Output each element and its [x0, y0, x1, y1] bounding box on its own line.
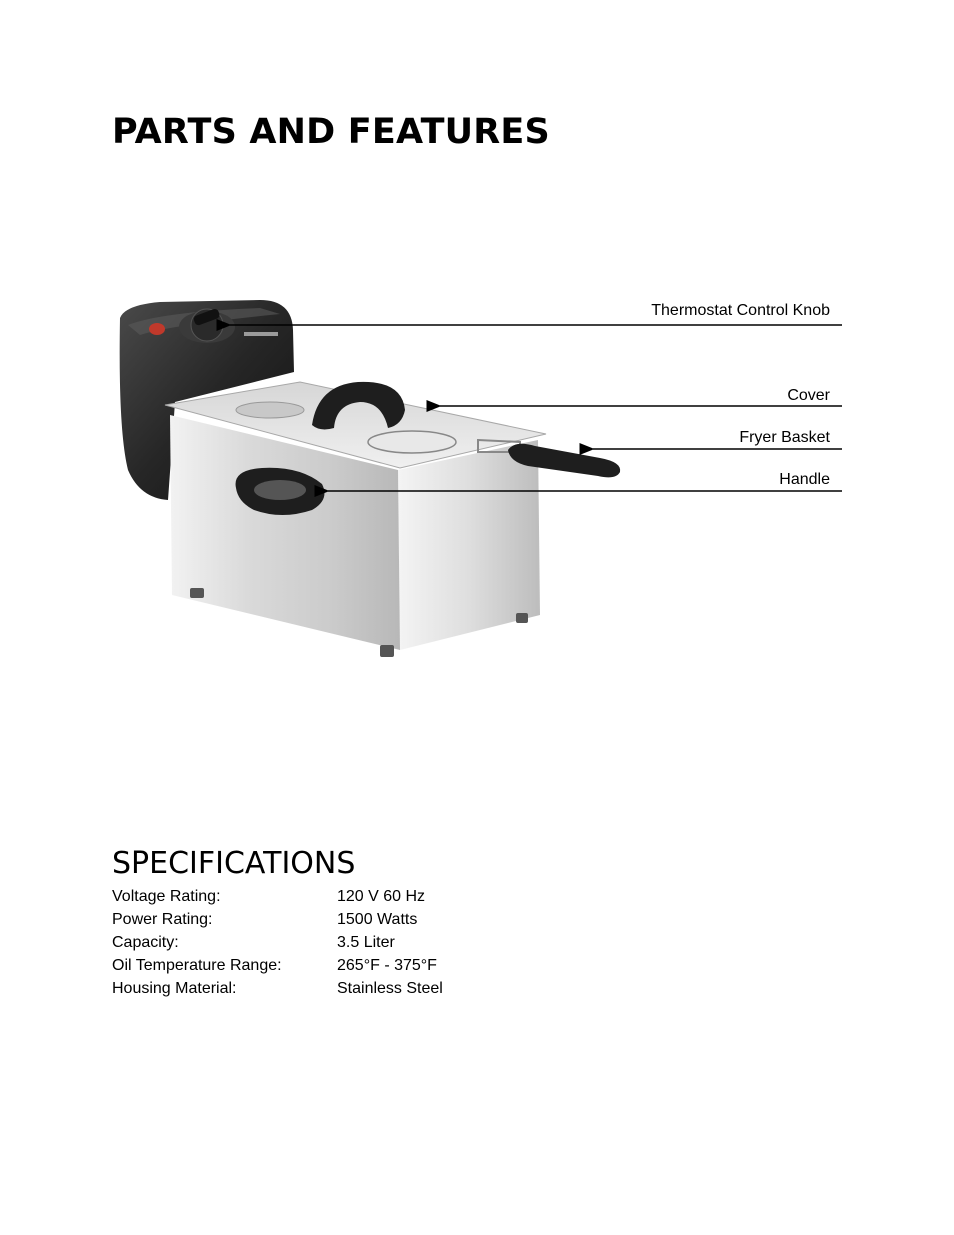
spec-value: 265°F - 375°F [337, 957, 437, 974]
spec-row-power [112, 908, 443, 931]
specifications-heading: SPECIFICATIONS [112, 846, 356, 881]
spec-row-housing-material [112, 977, 443, 1000]
spec-value: 3.5 Liter [337, 934, 395, 951]
spec-label: Housing Material: [112, 980, 237, 997]
fryer-illustration [120, 300, 621, 657]
spec-value: Stainless Steel [337, 980, 443, 997]
callout-label-fryer-basket: Fryer Basket [739, 429, 830, 446]
callout-label-thermostat: Thermostat Control Knob [651, 302, 830, 319]
callout-label-cover: Cover [787, 387, 830, 404]
spec-value: 1500 Watts [337, 911, 418, 928]
spec-row-voltage [112, 885, 443, 908]
spec-label: Voltage Rating: [112, 888, 221, 905]
spec-label: Capacity: [112, 934, 179, 951]
spec-row-capacity [112, 931, 443, 954]
indicator-light [149, 323, 165, 335]
page-title: PARTS AND FEATURES [112, 112, 550, 152]
specifications-table [112, 885, 443, 1000]
spec-value: 120 V 60 Hz [337, 888, 426, 905]
spec-label: Oil Temperature Range: [112, 957, 282, 974]
spec-row-oil-temperature [112, 954, 443, 977]
spec-label: Power Rating: [112, 911, 213, 928]
callout-label-handle: Handle [779, 471, 830, 488]
